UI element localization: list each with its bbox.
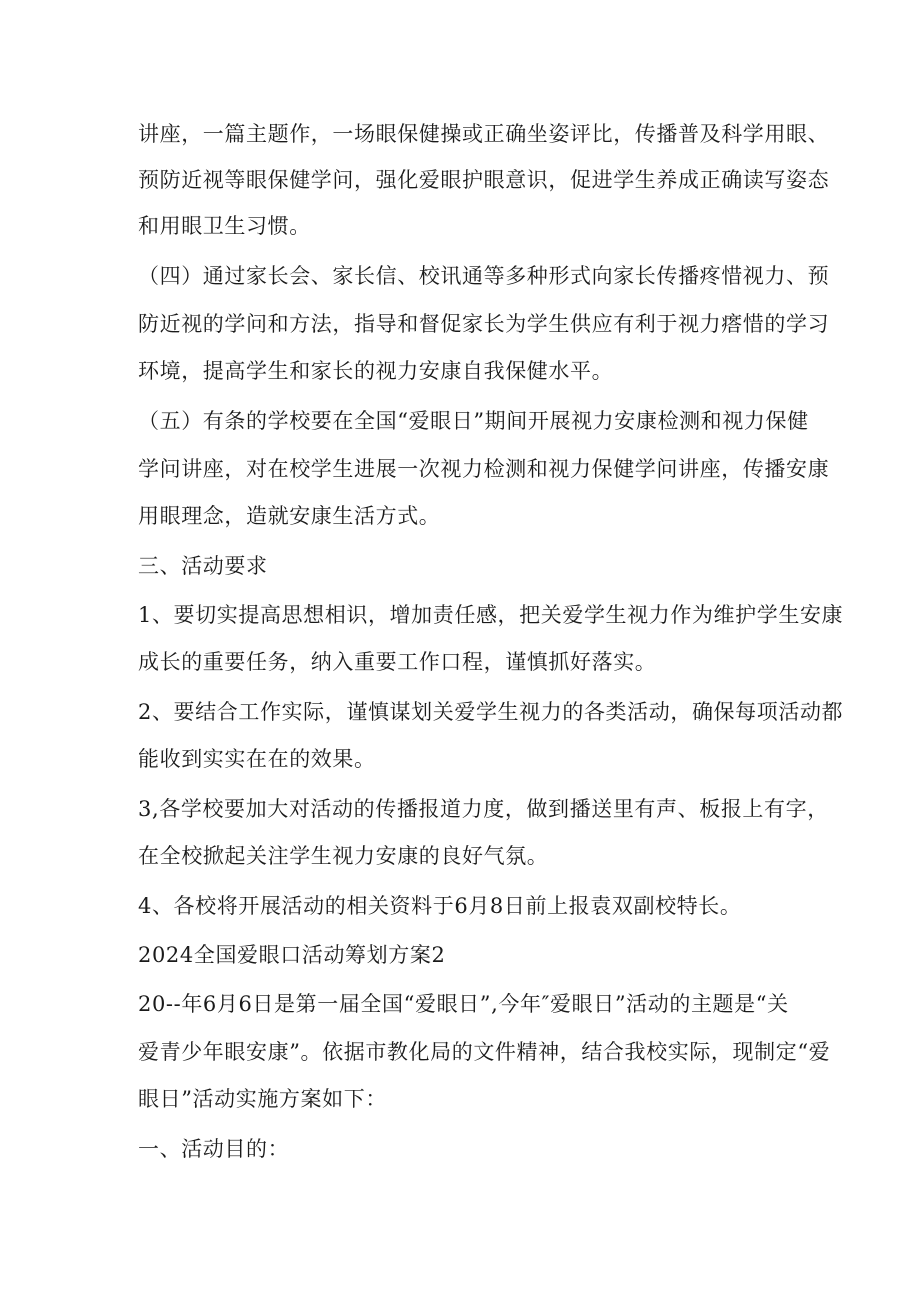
paragraph-line: 20--年6月6日是第一届全国“爱眼日”,今年″爱眼日”活动的主题是“关 <box>138 992 789 1016</box>
paragraph-line: 环境，提高学生和家长的视力安康自我保健水平。 <box>138 359 614 383</box>
paragraph-line: 用眼理念，造就安康生活方式。 <box>138 504 441 528</box>
paragraph-line: 在全校掀起关注学生视力安康的良好气氛。 <box>138 844 549 868</box>
paragraph-line: 预防近视等眼保健学问，强化爱眼护眼意识，促进学生养成正确读写姿态 <box>138 168 830 192</box>
paragraph-line: （五）有条的学校要在全国“爱眼日”期间开展视力安康检测和视力保健 <box>138 409 809 433</box>
paragraph-line: 4、各校将开展活动的相关资料于6月8日前上报袁双副校特长。 <box>138 894 742 918</box>
paragraph-line: 学问讲座，对在校学生进展一次视力检测和视力保健学问讲座，传播安康 <box>138 457 830 481</box>
paragraph-line: （四）通过家长会、家长信、校讯通等多种形式向家长传播疼惜视力、预 <box>138 264 830 288</box>
section-heading: 一、活动目的： <box>138 1137 290 1161</box>
paragraph-line: 和用眼卫生习惯。 <box>138 214 311 238</box>
paragraph-line: 防近视的学问和方法，指导和督促家长为学生供应有利于视力瘩惜的学习 <box>138 312 830 336</box>
paragraph-line: 爱青少年眼安康”。依据市教化局的文件精神，结合我校实际，现制定“爱 <box>138 1040 831 1064</box>
paragraph-line: 1、要切实提高思想相识，增加责任感，把关爱学生视力作为维护学生安康 <box>138 603 844 627</box>
paragraph-line: 眼日”活动实施方案如下： <box>138 1087 387 1111</box>
paragraph-line: 讲座，一篇主题作，一场眼保健操或正确坐姿评比，传播普及科学用眼、 <box>138 122 830 146</box>
document-title: 2024全国爱眼口活动筹划方案2 <box>138 943 446 967</box>
paragraph-line: 成长的重要任务，纳入重要工作口程，谨慎抓好落实。 <box>138 650 657 674</box>
paragraph-line: 2、要结合工作实际，谨慎谋划关爱学生视力的各类活动，确保每项活动都 <box>138 700 844 724</box>
paragraph-line: 3,各学校要加大对活动的传播报道力度，做到播送里有声、板报上有字， <box>138 797 829 821</box>
paragraph-line: 能收到实实在在的效果。 <box>138 747 376 771</box>
section-heading: 三、活动要求 <box>138 554 268 578</box>
